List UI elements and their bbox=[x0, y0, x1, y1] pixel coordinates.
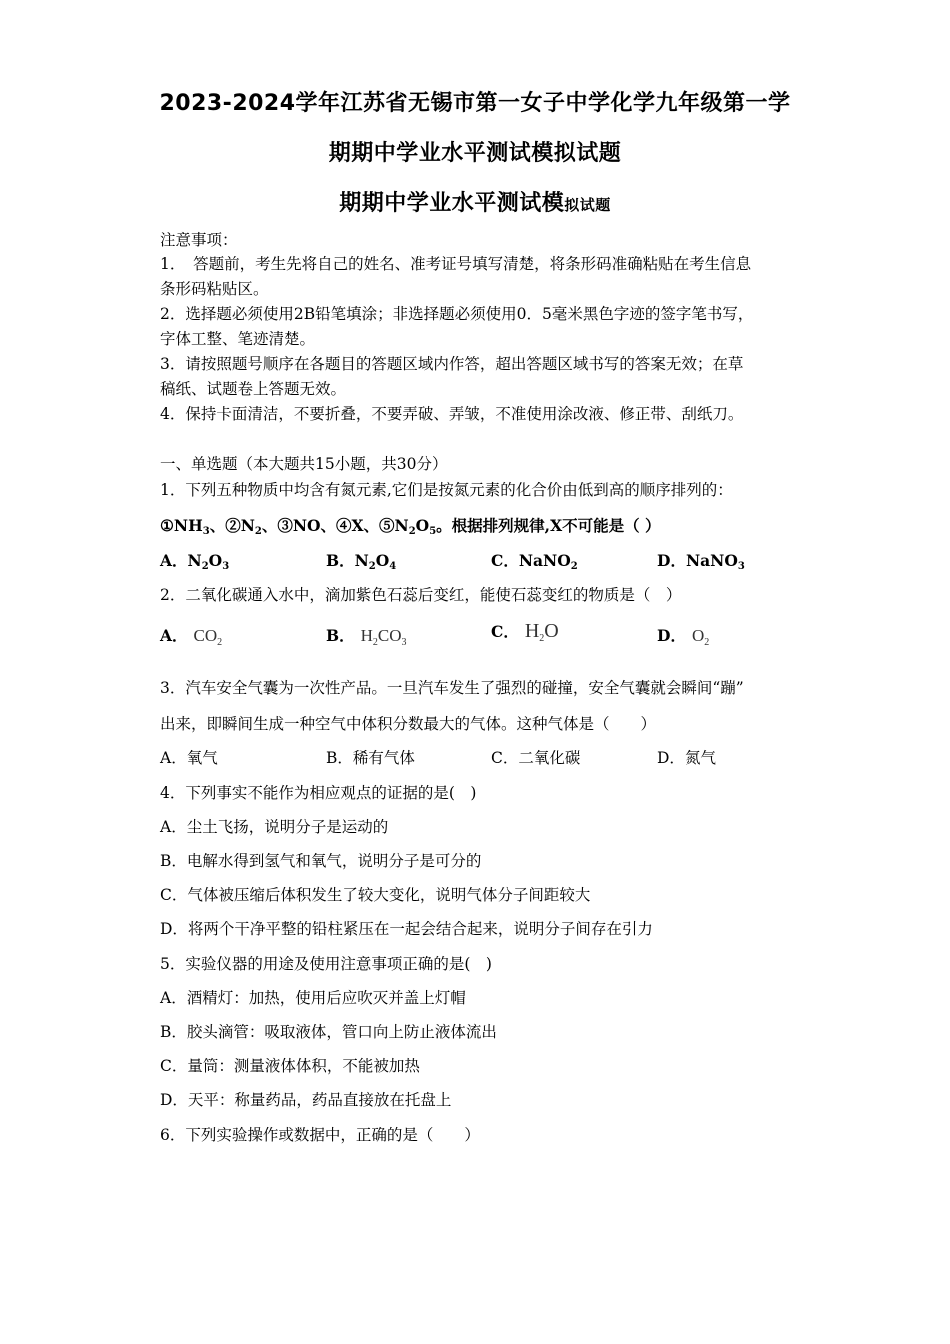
notice-heading: 注意事项： bbox=[160, 231, 238, 249]
question-5-option-b: B．胶头滴管：吸取液体，管口向上防止液体流出 bbox=[160, 1023, 497, 1041]
question-3-stem-cont: 出来，即瞬间生成一种空气中体积分数最大的气体。这种气体是（ ） bbox=[160, 715, 657, 733]
option-label: C． bbox=[491, 551, 519, 570]
question-1-stem: 1．下列五种物质中均含有氮元素,它们是按氮元素的化合价由低到高的顺序排列的： bbox=[160, 481, 733, 499]
question-4-option-d: D．将两个干净平整的铅柱紧压在一起会结合起来，说明分子间存在引力 bbox=[160, 920, 653, 938]
option-label: D． bbox=[657, 551, 686, 570]
formula-co2: $CO_2$ bbox=[193, 626, 223, 648]
question-2-option-d bbox=[657, 624, 709, 648]
option-text: 二氧化碳 bbox=[518, 749, 581, 767]
section-heading: 一、单选题（本大题共15小题，共30分） bbox=[160, 455, 448, 473]
option-label: B． bbox=[326, 551, 355, 570]
option-label: D． bbox=[657, 626, 686, 645]
question-1-option-c: C．NaNO$_2$ bbox=[491, 551, 578, 572]
question-5-option-c: C．量筒：测量液体体积，不能被加热 bbox=[160, 1057, 420, 1075]
notice-line: 条形码粘贴区。 bbox=[160, 280, 269, 298]
notice-line: 稿纸、试题卷上答题无效。 bbox=[160, 380, 347, 398]
option-label: D． bbox=[657, 749, 685, 767]
question-1-option-a: A．$N_2O_3$ bbox=[160, 551, 230, 572]
question-2-stem: 2．二氧化碳通入水中，滴加紫色石蕊后变红，能使石蕊变红的物质是（ ） bbox=[160, 586, 682, 604]
notice-line: 2．选择题必须使用2B铅笔填涂；非选择题必须使用0．5毫米黑色字迹的签字笔书写， bbox=[160, 305, 754, 323]
question-1-option-d: D．NaNO$_3$ bbox=[657, 551, 745, 572]
question-3-option-b bbox=[326, 746, 415, 768]
question-4-stem: 4．下列事实不能作为相应观点的证据的是( ) bbox=[160, 784, 477, 802]
question-3-stem: 3．汽车安全气囊为一次性产品。一旦汽车发生了强烈的碰撞，安全气囊就会瞬间“蹦” bbox=[160, 679, 744, 697]
question-3-option-c bbox=[491, 746, 580, 768]
page-title-line-3-small: 拟试题 bbox=[564, 196, 611, 214]
page-title-line-3-main: 期期中学业水平测试模 bbox=[339, 191, 565, 216]
formula-h2o: $H_2O$ bbox=[524, 620, 559, 644]
formula-h2co3: $H_2CO_3$ bbox=[360, 626, 407, 648]
question-4-option-c: C．气体被压缩后体积发生了较大变化，说明气体分子间距较大 bbox=[160, 886, 591, 904]
option-label: A． bbox=[160, 626, 188, 645]
page-title-line-2: 期期中学业水平测试模拟试题 bbox=[328, 141, 622, 166]
page-title-line-3 bbox=[0, 186, 950, 217]
notice-line: 3．请按照题号顺序在各题目的答题区域内作答，超出答题区域书写的答案无效；在草 bbox=[160, 355, 744, 373]
notice-line: 1． 答题前，考生先将自己的姓名、准考证号填写清楚，将条形码准确粘贴在考生信息 bbox=[160, 255, 752, 273]
option-label: A． bbox=[160, 551, 188, 570]
option-label: C． bbox=[491, 749, 519, 767]
question-1-sequence-text: 根据排列规律,X不可能是（ ） bbox=[451, 516, 661, 535]
question-3-option-a bbox=[160, 746, 218, 768]
formula-o2: $O_2$ bbox=[691, 626, 710, 648]
option-label: C． bbox=[491, 622, 519, 641]
question-4-option-a: A．尘土飞扬，说明分子是运动的 bbox=[160, 818, 389, 836]
option-text: 稀有气体 bbox=[352, 749, 415, 767]
question-1-sequence: $①NH_3$、$②N_2$、③NO、④X、$⑤N_2O_5$。根据排列规律,X不可能是（ ） bbox=[160, 516, 661, 537]
option-text: 氧气 bbox=[186, 749, 218, 767]
option-text: 氮气 bbox=[684, 749, 716, 767]
question-5-stem: 5．实验仪器的用途及使用注意事项正确的是( ) bbox=[160, 955, 492, 973]
option-label: A． bbox=[160, 749, 187, 767]
question-6-stem: 6．下列实验操作或数据中，正确的是（ ） bbox=[160, 1126, 480, 1144]
question-2-option-c bbox=[491, 620, 559, 644]
page-title-line-1: 2023-2024学年江苏省无锡市第一女子中学化学九年级第一学 bbox=[159, 91, 791, 116]
notice-line: 字体工整、笔迹清楚。 bbox=[160, 330, 316, 348]
question-1-option-b: B．$N_2O_4$ bbox=[326, 551, 397, 572]
question-5-option-a: A．酒精灯：加热，使用后应吹灭并盖上灯帽 bbox=[160, 989, 466, 1007]
question-4-option-b: B．电解水得到氢气和氧气，说明分子是可分的 bbox=[160, 852, 482, 870]
question-2-option-a bbox=[160, 624, 222, 648]
option-label: B． bbox=[326, 626, 355, 645]
question-3-option-d bbox=[657, 746, 716, 768]
question-2-option-b bbox=[326, 624, 407, 648]
question-5-option-d: D．天平：称量药品，药品直接放在托盘上 bbox=[160, 1091, 452, 1109]
option-label: B． bbox=[326, 749, 353, 767]
notice-line: 4．保持卡面清洁，不要折叠，不要弄破、弄皱，不准使用涂改液、修正带、刮纸刀。 bbox=[160, 405, 744, 423]
